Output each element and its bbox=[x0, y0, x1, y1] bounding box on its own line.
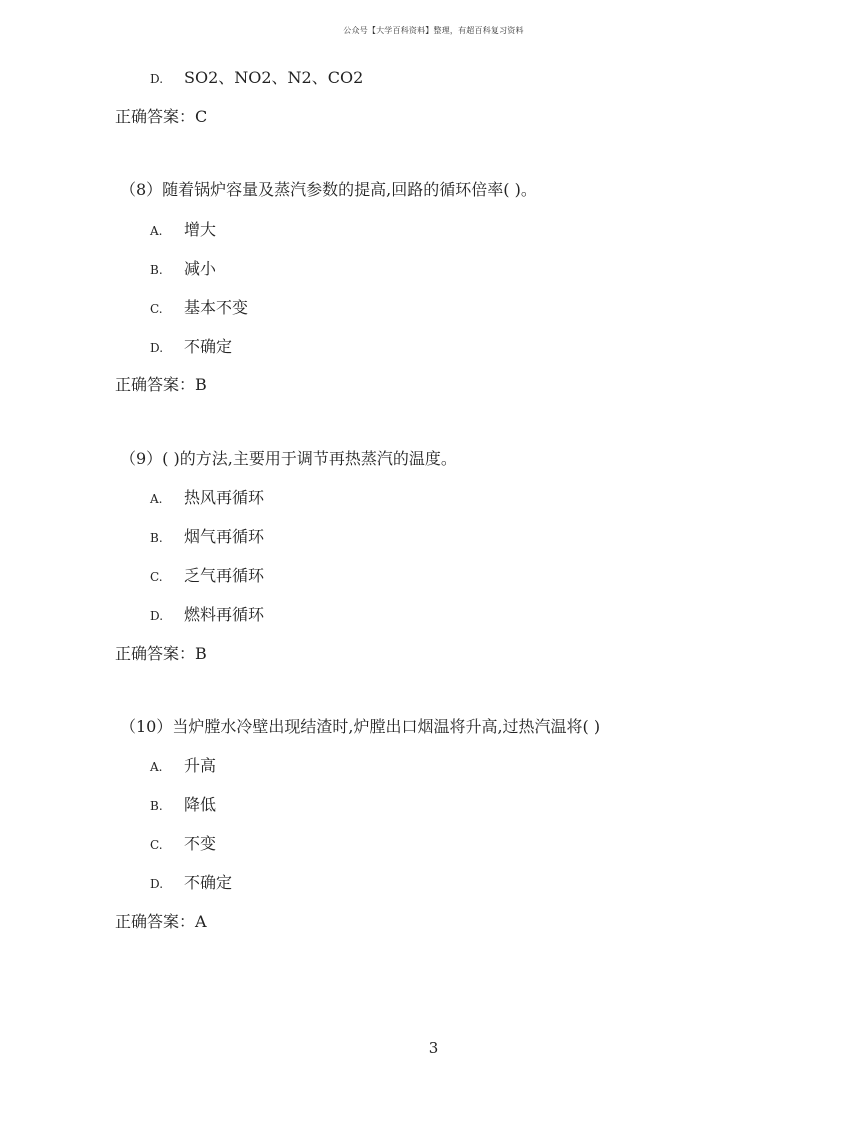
option-letter: A. bbox=[150, 760, 163, 774]
option-text: 乏气再循环 bbox=[184, 566, 265, 585]
option-text: 减小 bbox=[184, 259, 217, 278]
q9-option-a bbox=[150, 488, 264, 509]
q9-option-c bbox=[150, 566, 264, 587]
q10-option-d bbox=[150, 873, 232, 894]
option-text: 基本不变 bbox=[184, 298, 249, 317]
q10-option-b bbox=[150, 795, 216, 816]
question-8: （8）随着锅炉容量及蒸汽参数的提高,回路的循环倍率( )。 bbox=[120, 180, 537, 199]
q8-option-d bbox=[150, 337, 232, 358]
option-letter: D. bbox=[150, 609, 164, 623]
q8-answer: 正确答案：B bbox=[115, 375, 207, 394]
option-text: 不确定 bbox=[184, 873, 233, 892]
page-number: 3 bbox=[428, 1039, 439, 1057]
question-10: （10）当炉膛水冷壁出现结渣时,炉膛出口烟温将升高,过热汽温将( ) bbox=[120, 717, 601, 736]
question-9: （9）( )的方法,主要用于调节再热蒸汽的温度。 bbox=[120, 449, 457, 468]
answer-prev: 正确答案：C bbox=[115, 107, 208, 126]
option-text: SO2、NO2、N2、CO2 bbox=[184, 68, 364, 87]
q8-option-a bbox=[150, 220, 216, 241]
option-text: 烟气再循环 bbox=[184, 527, 265, 546]
option-letter: A. bbox=[150, 492, 163, 506]
option-letter: B. bbox=[150, 263, 163, 277]
q9-answer: 正确答案：B bbox=[115, 644, 207, 663]
option-letter: B. bbox=[150, 799, 163, 813]
q10-answer: 正确答案：A bbox=[115, 912, 207, 931]
option-text: 燃料再循环 bbox=[184, 605, 265, 624]
option-d-prev bbox=[150, 68, 363, 89]
option-text: 升高 bbox=[184, 756, 217, 775]
option-text: 增大 bbox=[184, 220, 217, 239]
option-text: 不变 bbox=[184, 834, 217, 853]
option-letter: D. bbox=[150, 72, 164, 86]
option-text: 降低 bbox=[184, 795, 217, 814]
q8-option-c bbox=[150, 298, 248, 319]
option-letter: A. bbox=[150, 224, 163, 238]
option-letter: C. bbox=[150, 838, 163, 852]
option-letter: D. bbox=[150, 341, 164, 355]
q9-option-b bbox=[150, 527, 264, 548]
option-letter: B. bbox=[150, 531, 163, 545]
option-text: 热风再循环 bbox=[184, 488, 265, 507]
q10-option-c bbox=[150, 834, 216, 855]
q8-option-b bbox=[150, 259, 216, 280]
option-letter: C. bbox=[150, 302, 163, 316]
header-note: 公众号【大学百科资料】整理，有超百科复习资料 bbox=[343, 26, 524, 35]
option-text: 不确定 bbox=[184, 337, 233, 356]
option-letter: D. bbox=[150, 877, 164, 891]
option-letter: C. bbox=[150, 570, 163, 584]
q9-option-d bbox=[150, 605, 264, 626]
q10-option-a bbox=[150, 756, 216, 777]
